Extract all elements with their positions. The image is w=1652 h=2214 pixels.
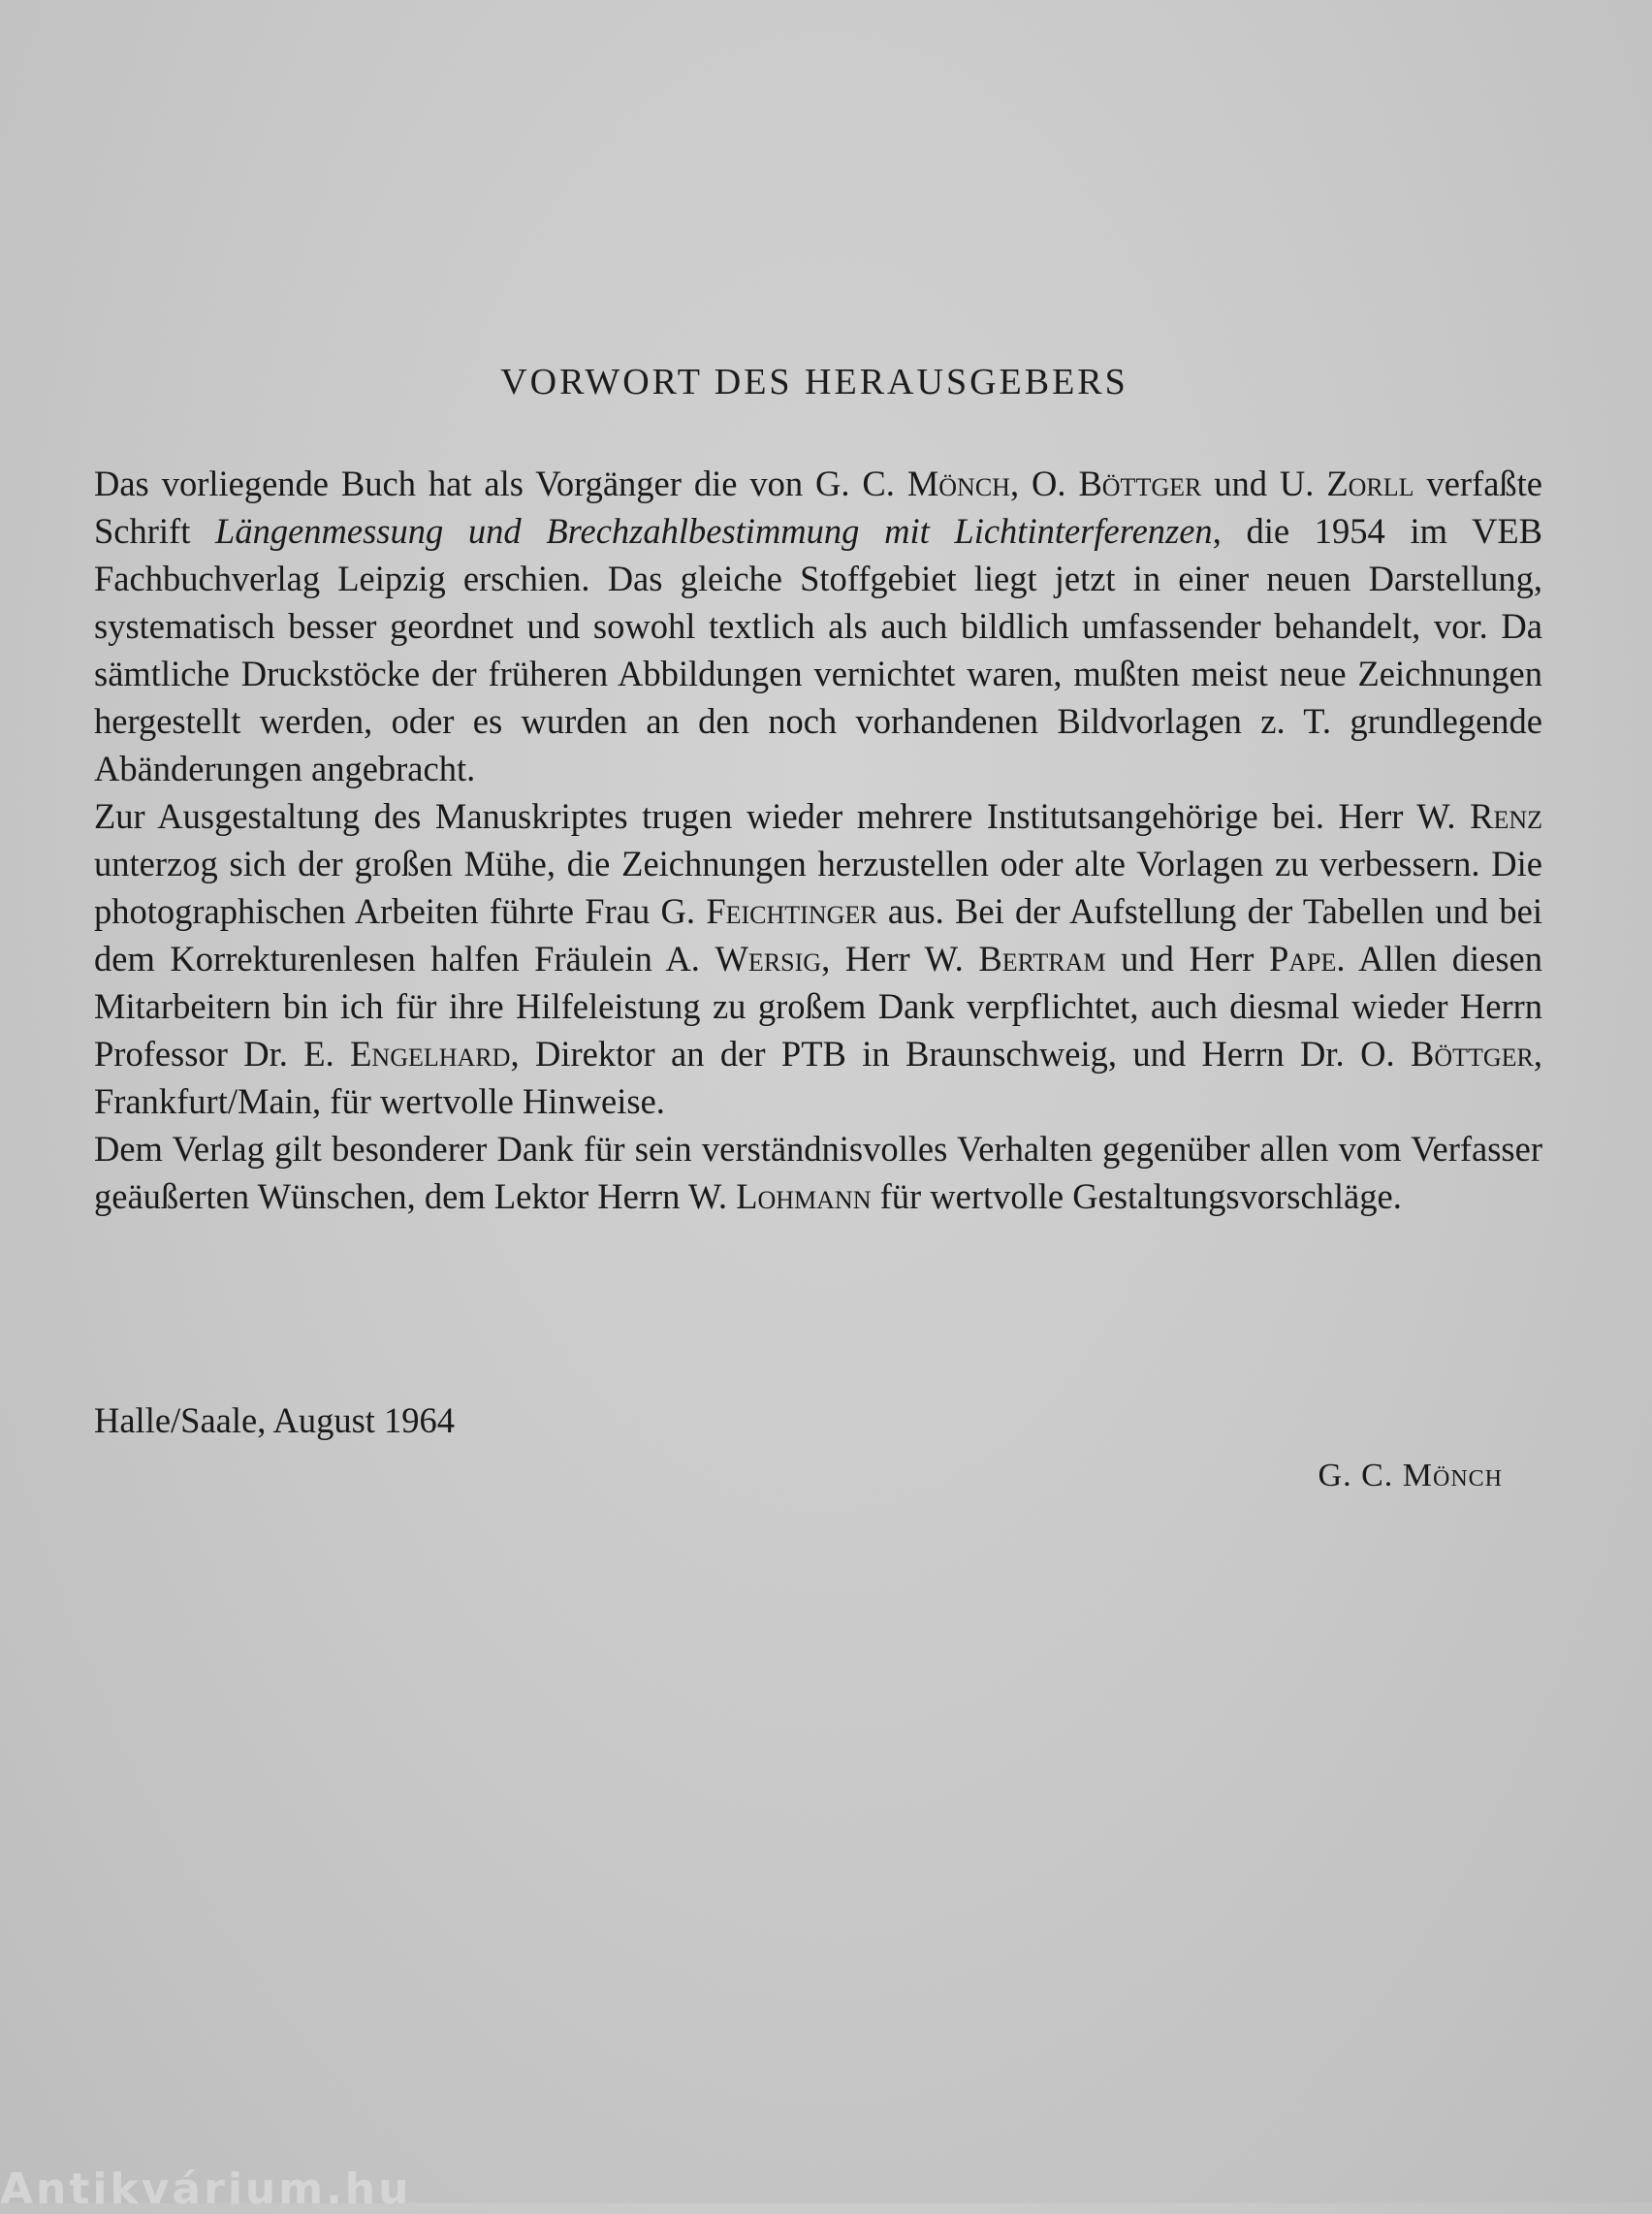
paragraph-2 bbox=[94, 792, 1542, 1125]
text-segment: Zur Ausgestaltung des Manuskriptes trugen wieder mehrere Institutsangehörige bei. Herr W. bbox=[94, 796, 1471, 836]
text-segment: unterzog sich der großen Mühe, die Zeichnungen herzustellen oder alte Vorlagen zu verbessern. Die photographischen Arbeiten führte Frau G. bbox=[94, 844, 1542, 931]
text-segment: und U. bbox=[1201, 464, 1327, 503]
paragraph-1 bbox=[94, 460, 1542, 792]
person-name: Renz bbox=[1470, 796, 1542, 836]
book-title: Längenmessung und Brechzahlbestimmung mit Lichtinterferenzen bbox=[215, 511, 1213, 551]
person-name: Wersig bbox=[715, 939, 822, 979]
text-segment: Das vorliegende Buch hat als Vorgänger die von G. C. bbox=[94, 464, 907, 503]
text-segment: , Direktor an der PTB in Braunschweig, und Herrn Dr. O. bbox=[510, 1034, 1411, 1074]
place-and-date: Halle/Saale, August 1964 bbox=[94, 1400, 456, 1440]
text-segment: . Allen diesen Mitarbeitern bin ich für ihre Hilfeleistung zu großem Dank verpflichtet, auch diesmal wieder Herrn Professor Dr. E. bbox=[94, 939, 1543, 1074]
page-title: VORWORT DES HERAUSGEBERS bbox=[500, 362, 1128, 402]
person-name: Bertram bbox=[978, 939, 1106, 979]
text-segment: und Herr bbox=[1105, 939, 1269, 979]
text-segment: Dem Verlag gilt besonderer Dank für sein verständnisvolles Verhalten gegenüber allen vom Verfasser geäußerten Wünschen, dem Lektor Herrn W. bbox=[94, 1129, 1542, 1216]
text-segment: , die 1954 im VEB Fachbuchverlag Leipzig erschien. Das gleiche Stoffgebiet liegt jetzt in einer neuen Darstellung, systematisch besser geordnet und sowohl textlich als auch bildlich umfassender behandelt, vor. Da sämtliche Druckstöcke der früheren Abbildungen vernichtet waren, mußten meist neue Zeichnungen hergestellt werden, oder es wurden an den noch vorhandenen Bildvorlagen z. T. grundlegende Abänderungen angebracht. bbox=[94, 511, 1543, 788]
signature: G. C. Mönch bbox=[1318, 1458, 1503, 1493]
person-name: Feichtinger bbox=[706, 891, 877, 931]
person-name: Lohmann bbox=[736, 1176, 872, 1216]
paragraph-3 bbox=[94, 1125, 1542, 1220]
preface-body bbox=[94, 460, 1542, 1220]
text-segment: verfaßte Schrift bbox=[94, 464, 1543, 551]
author-name: Mönch bbox=[906, 464, 1010, 503]
person-name: Böttger bbox=[1410, 1034, 1534, 1074]
watermark: Antikvárium.hu bbox=[0, 2165, 412, 2214]
author-name: Zorll bbox=[1326, 464, 1414, 503]
text-segment: , Frankfurt/Main, für wertvolle Hinweise. bbox=[94, 1034, 1542, 1121]
text-segment: für wertvolle Gestaltungsvorschläge. bbox=[871, 1176, 1402, 1216]
text-segment: , Herr W. bbox=[821, 939, 979, 979]
text-segment: aus. Bei der Aufstellung der Tabellen und bei dem Korrekturenlesen halfen Fräulein A. bbox=[94, 891, 1542, 979]
person-name: Engelhard bbox=[350, 1034, 511, 1074]
person-name: Pape bbox=[1268, 939, 1337, 979]
author-name: Böttger bbox=[1078, 464, 1202, 503]
text-segment: , O. bbox=[1009, 464, 1079, 503]
